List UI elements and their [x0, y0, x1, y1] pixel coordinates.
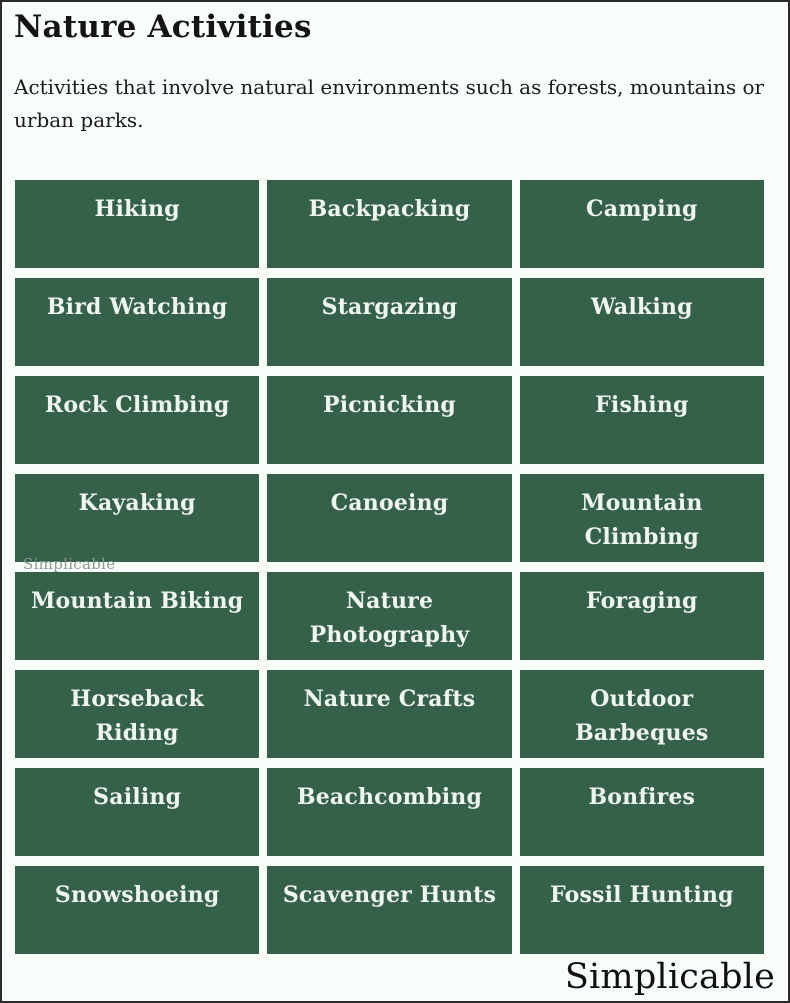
- activity-label: Nature Photography: [309, 588, 470, 648]
- activity-cell: [15, 572, 259, 660]
- activity-label: Foraging: [585, 588, 698, 614]
- activity-cell: [15, 670, 259, 758]
- activity-label: Bonfires: [588, 784, 696, 810]
- activity-cell: [520, 572, 764, 660]
- activity-label: Beachcombing: [296, 784, 483, 810]
- activity-cell: [267, 866, 511, 954]
- activity-cell: [267, 572, 511, 660]
- activity-label: Sailing: [93, 784, 182, 810]
- activity-cell: [520, 278, 764, 366]
- activity-cell: [267, 376, 511, 464]
- activity-label: Stargazing: [321, 294, 458, 320]
- activity-label: Rock Climbing: [44, 392, 230, 418]
- activity-label: Horseback Riding: [70, 686, 204, 746]
- activity-cell: [15, 474, 259, 562]
- activity-label: Fossil Hunting: [549, 882, 734, 908]
- brand-logo: Simplicable: [564, 957, 775, 997]
- watermark-text: Simplicable: [23, 555, 116, 573]
- activity-label: Scavenger Hunts: [282, 882, 497, 908]
- activities-grid: [15, 180, 764, 954]
- activity-cell: [267, 768, 511, 856]
- activity-cell: [267, 180, 511, 268]
- activity-cell: [520, 474, 764, 562]
- activity-cell: [520, 670, 764, 758]
- page-description: Activities that involve natural environments such as forests, mountains or urban parks.: [14, 74, 765, 132]
- activity-cell: [15, 278, 259, 366]
- activity-cell: [15, 180, 259, 268]
- activity-label: Backpacking: [308, 196, 471, 222]
- activity-label: Canoeing: [330, 490, 449, 516]
- activity-cell: [520, 866, 764, 954]
- activity-label: Walking: [590, 294, 693, 320]
- activity-label: Snowshoeing: [54, 882, 220, 908]
- activity-cell: [15, 768, 259, 856]
- activity-label: Camping: [586, 196, 698, 222]
- activity-cell: [267, 278, 511, 366]
- activity-cell: [15, 866, 259, 954]
- activity-label: Nature Crafts: [303, 686, 476, 712]
- activity-label: Picnicking: [322, 392, 456, 418]
- activity-label: Mountain Climbing: [581, 490, 703, 550]
- activity-cell: [267, 474, 511, 562]
- activity-cell: [520, 376, 764, 464]
- activity-cell: [520, 180, 764, 268]
- page-title: Nature Activities: [14, 9, 312, 45]
- activity-label: Outdoor Barbeques: [575, 686, 709, 746]
- activity-cell: [267, 670, 511, 758]
- activity-cell: [520, 768, 764, 856]
- activity-label: Mountain Biking: [30, 588, 244, 614]
- activity-label: Bird Watching: [46, 294, 228, 320]
- activity-cell: [15, 376, 259, 464]
- activity-label: Fishing: [595, 392, 689, 418]
- activity-label: Kayaking: [78, 490, 196, 516]
- activity-label: Hiking: [94, 196, 180, 222]
